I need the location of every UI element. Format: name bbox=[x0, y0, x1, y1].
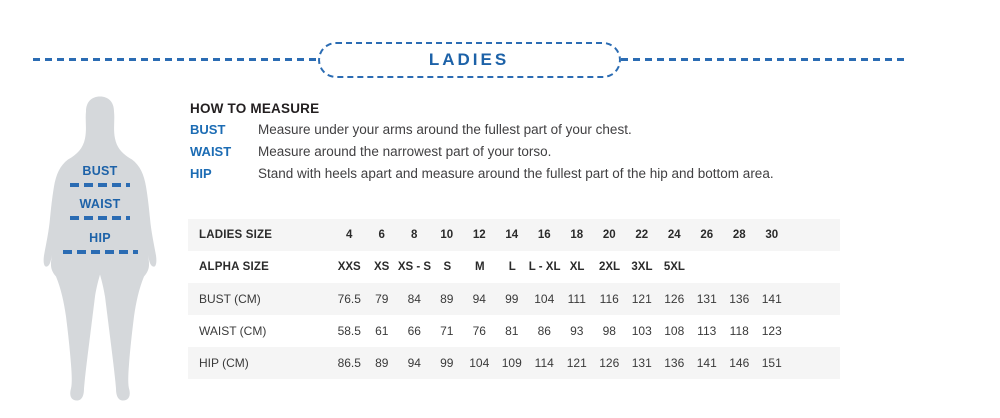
hip-label: HIP bbox=[190, 166, 212, 181]
table-cell: 76.5 bbox=[337, 292, 361, 306]
table-cell: 20 bbox=[602, 229, 616, 241]
row-values bbox=[333, 292, 788, 306]
table-cell: 99 bbox=[505, 292, 519, 306]
table-row bbox=[188, 283, 840, 315]
table-cell: 108 bbox=[664, 324, 685, 338]
bust-label: BUST bbox=[190, 122, 226, 137]
table-cell: 61 bbox=[375, 324, 389, 338]
table-row bbox=[188, 315, 840, 347]
table-cell: 58.5 bbox=[337, 324, 361, 338]
table-cell: 89 bbox=[375, 356, 389, 370]
table-cell: 79 bbox=[375, 292, 389, 306]
row-values bbox=[333, 356, 788, 370]
table-cell: 116 bbox=[599, 292, 619, 306]
table-cell: L - XL bbox=[528, 261, 561, 273]
table-cell: 114 bbox=[534, 356, 554, 370]
table-cell bbox=[691, 261, 723, 273]
table-cell: L bbox=[508, 261, 516, 273]
table-cell: 94 bbox=[407, 356, 421, 370]
figure-bust-label: BUST bbox=[82, 164, 118, 178]
table-cell: 104 bbox=[469, 356, 490, 370]
table-row bbox=[188, 219, 840, 251]
row-values bbox=[333, 324, 788, 338]
table-cell: 16 bbox=[537, 229, 551, 241]
table-cell: 14 bbox=[505, 229, 519, 241]
waist-label: WAIST bbox=[190, 144, 232, 159]
hip-description: Stand with heels apart and measure around the fullest part of the hip and bottom area. bbox=[258, 166, 774, 181]
table-row bbox=[188, 347, 840, 379]
table-cell: 12 bbox=[472, 229, 486, 241]
row-label: WAIST (CM) bbox=[199, 324, 267, 338]
table-cell: 121 bbox=[631, 292, 652, 306]
table-cell: 118 bbox=[729, 324, 749, 338]
table-cell: 89 bbox=[440, 292, 454, 306]
row-label: HIP (CM) bbox=[199, 356, 249, 370]
table-cell: 24 bbox=[667, 229, 681, 241]
dashed-rule-right bbox=[621, 58, 906, 61]
table-cell: XL bbox=[569, 261, 585, 273]
table-cell: 28 bbox=[732, 229, 746, 241]
section-title: LADIES bbox=[428, 49, 510, 69]
row-label: ALPHA SIZE bbox=[199, 261, 269, 273]
header-band bbox=[33, 41, 905, 78]
table-cell: 136 bbox=[664, 356, 685, 370]
figure-hip-label: HIP bbox=[89, 231, 111, 245]
table-cell: 141 bbox=[696, 356, 717, 370]
table-cell: 131 bbox=[631, 356, 652, 370]
table-cell: 30 bbox=[765, 229, 779, 241]
table-cell: 93 bbox=[570, 324, 584, 338]
waist-measure-line bbox=[70, 216, 130, 220]
table-cell: 141 bbox=[761, 292, 782, 306]
table-cell: 6 bbox=[378, 229, 385, 241]
table-cell: 136 bbox=[729, 292, 750, 306]
table-cell: 123 bbox=[761, 324, 782, 338]
table-cell: 126 bbox=[664, 292, 685, 306]
row-label: BUST (CM) bbox=[199, 292, 261, 306]
table-cell: 86.5 bbox=[337, 356, 361, 370]
table-cell: XS bbox=[373, 261, 390, 273]
table-cell: 81 bbox=[505, 324, 519, 338]
table-cell: 71 bbox=[440, 324, 454, 338]
row-values bbox=[333, 261, 788, 273]
table-row bbox=[188, 251, 840, 283]
figure-waist-label: WAIST bbox=[79, 197, 121, 211]
table-cell: 111 bbox=[567, 292, 586, 306]
table-cell: 8 bbox=[411, 229, 418, 241]
table-cell: 4 bbox=[346, 229, 353, 241]
table-cell: 2XL bbox=[598, 261, 621, 273]
table-cell: XS - S bbox=[397, 261, 432, 273]
table-cell: 126 bbox=[599, 356, 620, 370]
table-cell: 104 bbox=[534, 292, 555, 306]
bust-measure-line bbox=[70, 183, 130, 187]
table-cell: 103 bbox=[631, 324, 652, 338]
row-label: LADIES SIZE bbox=[199, 229, 273, 241]
table-cell: 109 bbox=[501, 356, 522, 370]
table-cell: 121 bbox=[566, 356, 587, 370]
measure-row-waist bbox=[190, 144, 850, 166]
table-cell: 26 bbox=[700, 229, 714, 241]
table-cell: 146 bbox=[729, 356, 750, 370]
table-cell: 113 bbox=[697, 324, 717, 338]
table-cell: 131 bbox=[696, 292, 717, 306]
size-table bbox=[188, 219, 840, 379]
table-cell: 10 bbox=[440, 229, 454, 241]
table-cell: 22 bbox=[635, 229, 649, 241]
table-cell: XXS bbox=[337, 261, 361, 273]
row-values bbox=[333, 229, 788, 241]
measure-row-bust bbox=[190, 122, 850, 144]
how-to-measure-title: HOW TO MEASURE bbox=[190, 101, 320, 116]
table-cell: 3XL bbox=[631, 261, 653, 273]
table-cell bbox=[723, 261, 755, 273]
table-cell: 151 bbox=[761, 356, 782, 370]
table-cell: M bbox=[474, 261, 485, 273]
table-cell: 94 bbox=[472, 292, 486, 306]
measure-rows bbox=[190, 122, 850, 188]
dashed-rule-left bbox=[33, 58, 318, 61]
table-cell: 5XL bbox=[663, 261, 685, 273]
table-cell: 99 bbox=[440, 356, 454, 370]
table-cell: 84 bbox=[407, 292, 421, 306]
measurement-figure bbox=[35, 90, 175, 410]
table-cell: 76 bbox=[472, 324, 486, 338]
table-cell: 66 bbox=[407, 324, 421, 338]
hip-measure-line bbox=[63, 250, 138, 254]
table-cell: 86 bbox=[537, 324, 551, 338]
table-cell bbox=[755, 261, 787, 273]
table-cell: S bbox=[443, 261, 452, 273]
section-title-pill bbox=[318, 42, 621, 78]
how-to-measure-section bbox=[190, 101, 850, 188]
measure-row-hip bbox=[190, 166, 850, 188]
table-cell: 18 bbox=[570, 229, 584, 241]
waist-description: Measure around the narrowest part of your torso. bbox=[258, 144, 552, 159]
table-cell: 98 bbox=[602, 324, 616, 338]
bust-description: Measure under your arms around the fullest part of your chest. bbox=[258, 122, 632, 137]
